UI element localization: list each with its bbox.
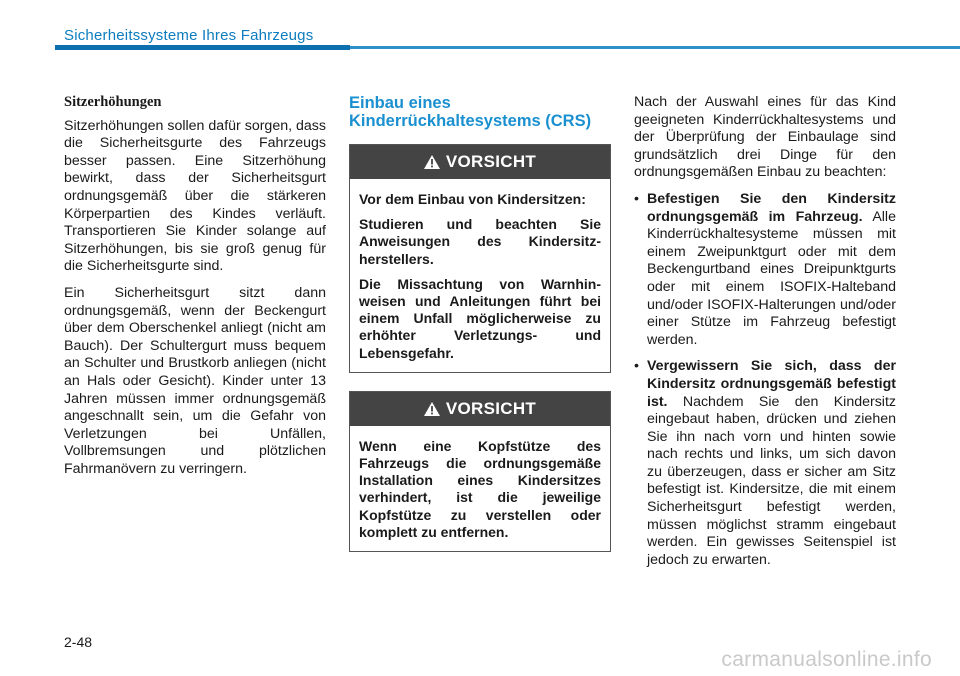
caution-1-text-2: Studieren und beachten Sie Anweisungen des Kindersitzherstellers. [359, 216, 601, 267]
caution-body-1 [350, 179, 610, 372]
caution-label-2: VORSICHT [445, 399, 537, 419]
header-rule-accent [55, 45, 350, 50]
page-number: 2-48 [64, 634, 93, 650]
caution-1-text-3: Die Missachtung von Warnhinweisen und Anleitungen führt bei einem Unfall möglicherweise zu erhöhter Verletzungs- und Lebensgefahr. [359, 275, 601, 361]
section-header-title: Sicherheitssysteme Ihres Fahrzeugs [64, 27, 314, 44]
bullet-2-text: Nachdem Sie den Kindersitz eingebaut haben, drücken und ziehen Sie ihn nach vorn und hinten sowie nach rechts und links, um sich davon zu überzeugen, dass er sicher am Sitz befestigt ist. Kindersitze, die mit einem Sicherheitsgurt befestigt werden, müssen möglichst stramm eingebaut werden. Ein gewisses Seitenspiel ist jedoch zu erwarten. [647, 393, 896, 568]
booster-paragraph-2: Ein Sicherheitsgurt sitzt dann ordnungsgemäß, wenn der Beckengurt über dem Oberschenkel anliegt (nicht am Bauch). Der Schultergurt muss bequem an Schulter und Brustkorb anliegen (nicht an Hals oder Gesicht). Kinder unter 13 Jahren müssen immer ordnungsgemäß angeschnallt sein, um die Gefahr von Verletzungen bei Unfällen, Vollbremsungen und plötzlichen Fahrmanövern zu verringern. [64, 284, 326, 477]
caution-2-text-1: Wenn eine Kopfstütze des Fahrzeugs die ordnungsgemäße Installation eines Kindersitzes verhindert, ist die jeweilige Kopfstütze zu verstellen oder komplett zu entfernen. [359, 437, 601, 540]
caution-box-1 [349, 144, 611, 373]
caution-1-text-1: Vor dem Einbau von Kindersitzen: [359, 191, 586, 207]
column-booster-seats [64, 94, 326, 487]
installation-intro: Nach der Auswahl eines für das Kind geeigneten Kinderrückhaltesystems und der Überprüfung der Einbaulage sind grundsätzlich drei Dinge für den ordnungsgemäßen Einbau zu beachten: [634, 94, 896, 181]
watermark: carmanualsonline.info [721, 648, 932, 671]
warning-triangle-icon [424, 402, 440, 416]
booster-seats-heading: Sitzerhöhungen [64, 94, 162, 110]
installation-bullet-list [634, 191, 896, 569]
bullet-1-bold: Befestigen Sie den Kindersitz ordnungsgemäß im Fahrzeug. [647, 190, 896, 225]
column-crs-installation [349, 94, 611, 570]
caution-label-1: VORSICHT [445, 152, 537, 172]
caution-box-2 [349, 391, 611, 552]
column-installation-steps [634, 94, 896, 578]
caution-bar-2 [350, 392, 610, 426]
warning-triangle-icon [424, 155, 440, 169]
bullet-1-text: Alle Kinderrückhaltesysteme müssen mit einem Zweipunktgurt oder mit dem Beckengurtband eines Dreipunktgurts oder mit einem ISOFIX-Halteband und/oder ISOFIX-Halterungen und/oder einer Stütze im Fahrzeug befestigt werden. [647, 208, 896, 348]
crs-section-heading: Einbau eines Kinderrückhaltesystems (CRS) [349, 94, 592, 130]
list-item [634, 191, 896, 349]
caution-body-2 [350, 426, 610, 551]
booster-paragraph-1: Sitzerhöhungen sollen dafür sorgen, dass die Sicherheitsgurte des Fahrzeugs besser passen. Eine Sitzerhöhung bewirkt, dass der Sicherheitsgurt ordnungsgemäß über die stärkeren Körperpartien des Kindes verläuft. Transportieren Sie Kinder solange auf Sitzerhöhungen, bis sie groß genug für die Sicherheitsgurte sind. [64, 117, 326, 275]
caution-bar-1 [350, 145, 610, 179]
bullet-2-bold: Vergewissern Sie sich, dass der Kindersitz ordnungsgemäß befestigt ist. [647, 358, 896, 410]
list-item [634, 358, 896, 569]
